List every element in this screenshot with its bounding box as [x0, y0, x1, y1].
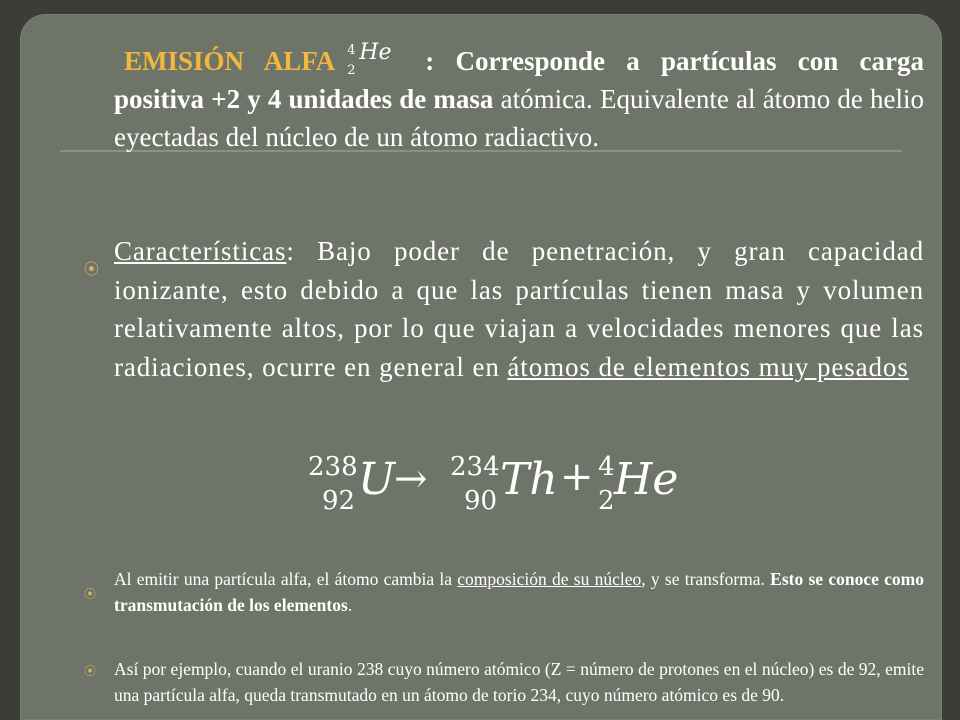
- bullet-icon: ⦿: [84, 260, 100, 278]
- transmutation-end: .: [347, 595, 353, 615]
- decay-equation: [308, 446, 728, 526]
- transmutation-bold: Esto se conoce como transmutación de los elementos: [114, 569, 924, 615]
- uranium-atomic-number: 92: [322, 486, 356, 516]
- bullet-icon: ⦿: [84, 587, 97, 601]
- thorium-symbol: Th: [500, 454, 558, 505]
- alpha-emission-paragraph: [114, 42, 924, 156]
- slide: [20, 14, 942, 720]
- helium-mass-number-eq: 4: [598, 452, 615, 482]
- characteristics-paragraph: [114, 232, 924, 386]
- uranium-symbol: U: [358, 454, 396, 505]
- thorium-mass-number: 234: [450, 452, 500, 482]
- transmutation-start: Al emitir una partícula alfa, el átomo cambia la: [114, 569, 458, 589]
- bullet-icon: ⦿: [84, 664, 97, 678]
- characteristics-text: : Bajo poder de penetración, y gran capacidad ionizante, esto debido a que las partículas tienen masa y volumen relativamente altos, por lo que viajan a velocidades menores que las radiaciones, ocurre en general en: [114, 236, 924, 382]
- characteristics-label: Características: [114, 236, 287, 266]
- helium-inline-formula: [343, 40, 423, 78]
- heavy-elements-text: átomos de elementos muy pesados: [507, 351, 909, 382]
- nucleus-composition-text: composición de su núcleo: [457, 569, 642, 589]
- helium-atomic-number: 2: [347, 63, 356, 78]
- helium-symbol-eq: He: [614, 454, 679, 505]
- plus-sign: +: [560, 454, 594, 500]
- helium-atomic-number-eq: 2: [598, 486, 615, 516]
- arrow-icon: →: [394, 456, 428, 502]
- alpha-emission-title: EMISIÓN ALFA: [124, 46, 336, 76]
- helium-mass-number: 4: [347, 43, 356, 58]
- alpha-definition-rest: atómica. Equivalente al átomo de helio eyectadas del núcleo de un átomo radiactivo.: [114, 84, 924, 152]
- helium-symbol: He: [359, 40, 392, 65]
- thorium-atomic-number: 90: [464, 486, 498, 516]
- uranium-mass-number: 238: [308, 452, 358, 482]
- alpha-definition-bold: : Corresponde a partículas con carga positiva +2 y 4 unidades de masa: [114, 46, 924, 114]
- transmutation-middle: , y se transforma.: [641, 569, 771, 589]
- uranium-example-paragraph: Así por ejemplo, cuando el uranio 238 cuyo número atómico (Z = número de protones en el núcleo) es de 92, emite una partícula alfa, queda transmutado en un átomo de torio 234, cuyo número atómico es de 90.: [114, 659, 924, 705]
- transmutation-paragraph: [114, 566, 924, 618]
